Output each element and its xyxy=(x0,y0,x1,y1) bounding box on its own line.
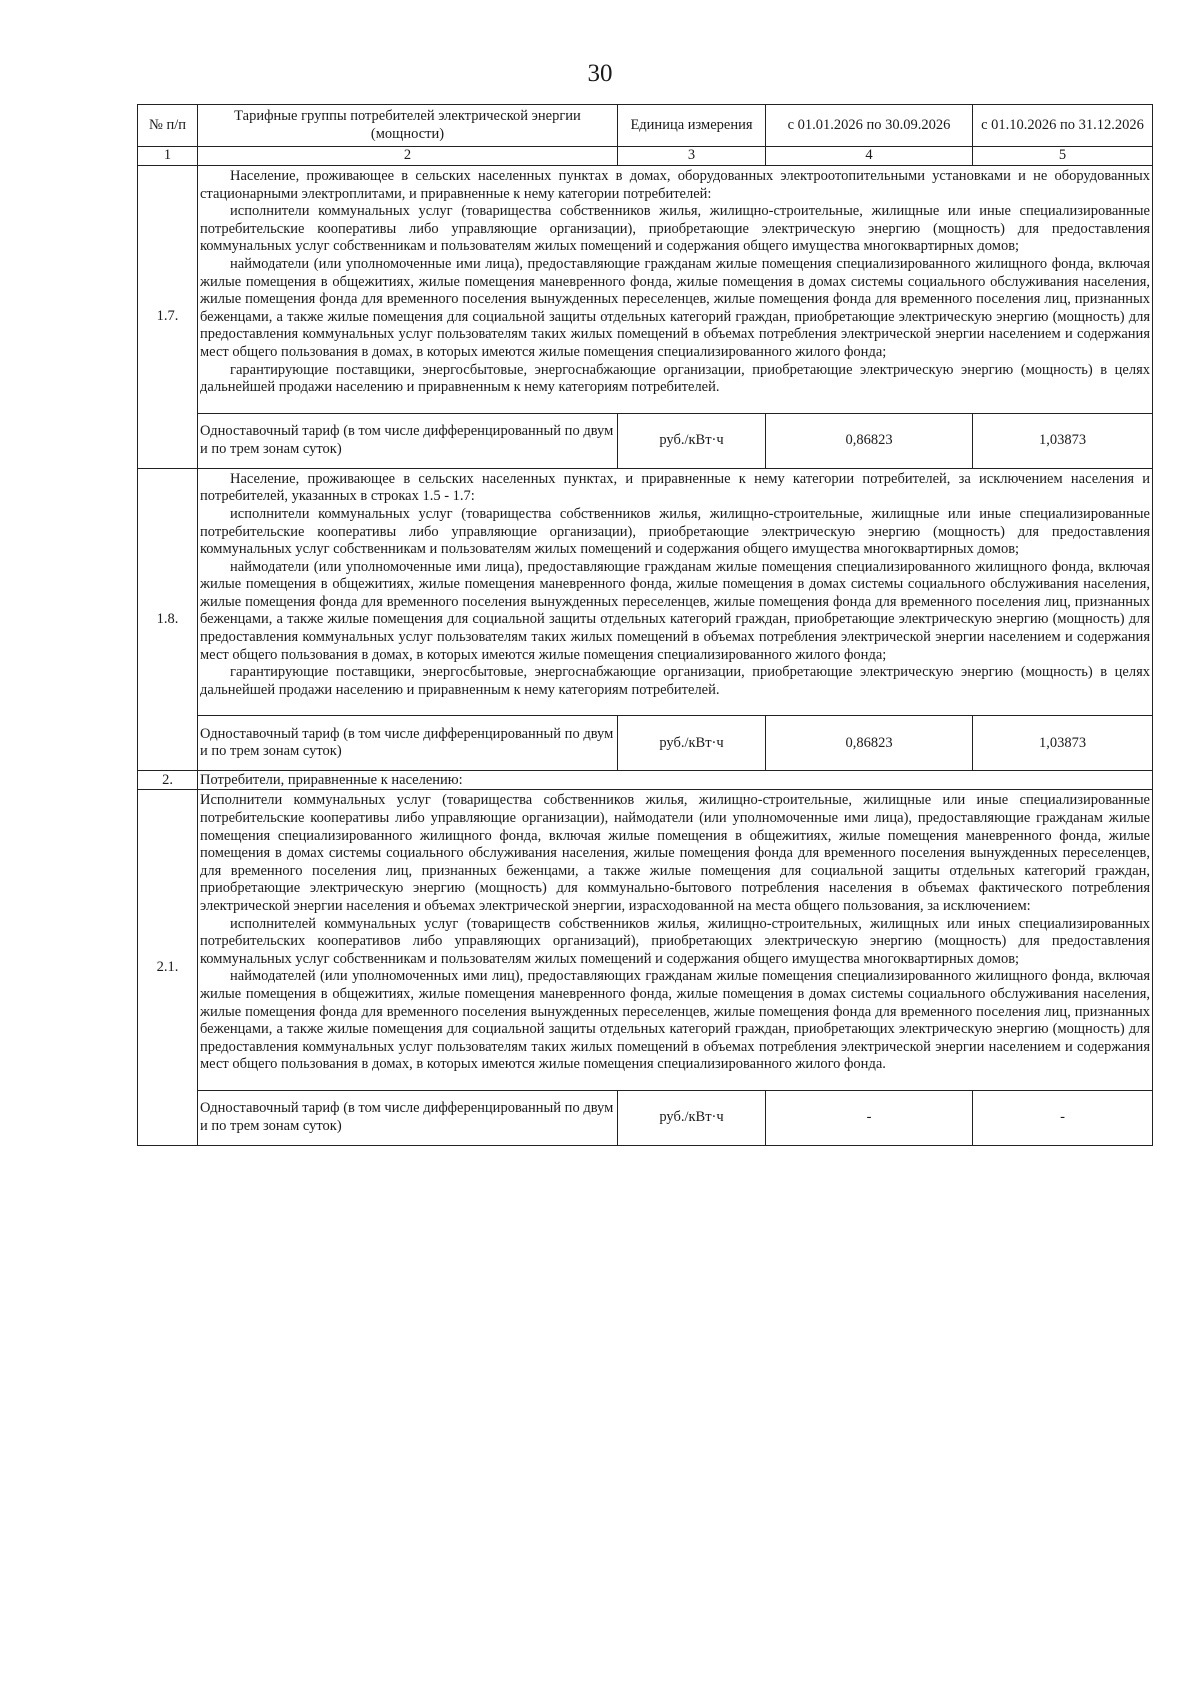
tariff-value-period2: 1,03873 xyxy=(973,413,1153,468)
tariff-unit: руб./кВт·ч xyxy=(618,716,766,771)
row-number: 2. xyxy=(138,771,198,790)
row-paragraph: наймодатели (или уполномоченные ими лица), предоставляющие гражданам жилые помещения специализированного жилищного фонда, включая жилые помещения в общежитиях, жилые помещения маневренного фонда, жилые помещения в домах системы социального обслуживания населения, жилые помещения фонда для временного поселения вынужденных переселенцев, жилые помещения фонда для временного поселения лиц, признанных беженцами, а также жилые помещения для социальной защиты отдельных категорий граждан, приобретающие электрическую энергию (мощность) для предоставления коммунальных услуг пользователям таких жилых помещений в объемах потребления электрической энергии населением и содержания мест общего пользования в домах, в которых имеются жилые помещения специализированного жилого фонда; xyxy=(200,255,1150,360)
row-description xyxy=(198,790,1153,1091)
page-number: 30 xyxy=(587,60,613,87)
tariff-value-period1: 0,86823 xyxy=(766,716,973,771)
row-paragraph: исполнители коммунальных услуг (товарищества собственников жилья, жилищно-строительные, жилищные или иные специализированные потребительские кооперативы либо управляющие организации), приобретающие электрическую энергию (мощность) для предоставления коммунальных услуг собственникам и пользователям жилых помещений и содержания общего имущества многоквартирных домов; xyxy=(200,203,1150,255)
table-row xyxy=(138,790,1153,1091)
tariff-value-period2: 1,03873 xyxy=(973,716,1153,771)
tariff-row xyxy=(138,716,1153,771)
column-numbers-row xyxy=(138,147,1153,166)
col-number: 4 xyxy=(766,147,973,166)
tariff-value-period2: - xyxy=(973,1090,1153,1145)
row-number: 1.8. xyxy=(138,468,198,771)
tariff-label: Одноставочный тариф (в том числе дифференцированный по двум и по трем зонам суток) xyxy=(198,1090,618,1145)
row-paragraph: исполнители коммунальных услуг (товарищества собственников жилья, жилищно-строительные, жилищные или иные специализированные потребительские кооперативы либо управляющие организации), приобретающие электрическую энергию (мощность) для предоставления коммунальных услуг собственникам и пользователям жилых помещений и содержания общего имущества многоквартирных домов; xyxy=(200,505,1150,558)
tariff-unit: руб./кВт·ч xyxy=(618,1090,766,1145)
tariff-value-period1: - xyxy=(766,1090,973,1145)
tariff-label: Одноставочный тариф (в том числе дифференцированный по двум и по трем зонам суток) xyxy=(198,413,618,468)
row-paragraph: исполнителей коммунальных услуг (товариществ собственников жилья, жилищно-строительных, жилищных или иных специализированных потребительских кооперативов либо управляющих организаций), приобретающих электрическую энергию (мощность) для предоставления коммунальных услуг собственникам и пользователям жилых помещений и содержания общего имущества многоквартирных домов; xyxy=(200,915,1150,967)
tariff-row xyxy=(138,413,1153,468)
col-number: 5 xyxy=(973,147,1153,166)
section-row xyxy=(138,771,1153,790)
tariff-value-period1: 0,86823 xyxy=(766,413,973,468)
tariff-table xyxy=(137,104,1153,1146)
header-period1: с 01.01.2026 по 30.09.2026 xyxy=(766,105,973,147)
row-paragraph: наймодателей (или уполномоченных ими лиц), предоставляющих гражданам жилые помещения специализированного жилищного фонда, включая жилые помещения в общежитиях, жилые помещения маневренного фонда, жилые помещения в домах системы социального обслуживания населения, жилые помещения фонда для временного поселения вынужденных переселенцев, жилые помещения фонда для временного поселения лиц, признанных беженцами, а также жилые помещения для социальной защиты отдельных категорий граждан, приобретающих электрическую энергию (мощность) для предоставления коммунальных услуг пользователям таких жилых помещений в объемах потребления электрической энергии населением и содержания мест общего пользования в домах, в которых имеются жилые помещения специализированного жилого фонда. xyxy=(200,968,1150,1073)
tariff-unit: руб./кВт·ч xyxy=(618,413,766,468)
header-num: № п/п xyxy=(138,105,198,147)
row-paragraph: гарантирующие поставщики, энергосбытовые, энергоснабжающие организации, приобретающие электрическую энергию (мощность) в целях дальнейшей продажи населению и приравненным к нему категориям потребителей. xyxy=(200,361,1150,396)
col-number: 1 xyxy=(138,147,198,166)
tariff-row xyxy=(138,1090,1153,1145)
table-row xyxy=(138,166,1153,414)
row-description xyxy=(198,468,1153,716)
table-header-row xyxy=(138,105,1153,147)
row-number: 1.7. xyxy=(138,166,198,469)
table-row xyxy=(138,468,1153,716)
tariff-label: Одноставочный тариф (в том числе дифференцированный по двум и по трем зонам суток) xyxy=(198,716,618,771)
row-paragraph: Население, проживающее в сельских населенных пунктах в домах, оборудованных электроотопительными установками и не оборудованных стационарными электроплитами, и приравненные к нему категории потребителей: xyxy=(200,168,1150,202)
row-paragraph: наймодатели (или уполномоченные ими лица), предоставляющие гражданам жилые помещения специализированного жилищного фонда, включая жилые помещения в общежитиях, жилые помещения маневренного фонда, жилые помещения в домах системы социального обслуживания населения, жилые помещения фонда для временного поселения вынужденных переселенцев, жилые помещения фонда для временного поселения лиц, признанных беженцами, а также жилые помещения для социальной защиты отдельных категорий граждан, приобретающие электрическую энергию (мощность) для предоставления коммунальных услуг пользователям таких жилых помещений в объемах потребления электрической энергии населением и содержания мест общего пользования в домах, в которых имеются жилые помещения специализированного жилого фонда; xyxy=(200,558,1150,663)
header-group: Тарифные группы потребителей электрической энергии (мощности) xyxy=(198,105,618,147)
row-number: 2.1. xyxy=(138,790,198,1146)
col-number: 2 xyxy=(198,147,618,166)
row-paragraph: гарантирующие поставщики, энергосбытовые, энергоснабжающие организации, приобретающие электрическую энергию (мощность) в целях дальнейшей продажи населению и приравненным к нему категориям потребителей. xyxy=(200,664,1150,698)
row-paragraph: Население, проживающее в сельских населенных пунктах, и приравненные к нему категории потребителей, за исключением населения и потребителей, указанных в строках 1.5 - 1.7: xyxy=(200,470,1150,505)
col-number: 3 xyxy=(618,147,766,166)
row-description xyxy=(198,166,1153,414)
section-title: Потребители, приравненные к населению: xyxy=(198,771,1153,790)
row-paragraph: Исполнители коммунальных услуг (товарищества собственников жилья, жилищно-строительные, жилищные или иные специализированные потребительские кооперативы либо управляющие организации), наймодатели (или уполномоченные ими лица), предоставляющие гражданам жилые помещения специализированного жилищного фонда, включая жилые помещения в общежитиях, жилые помещения маневренного фонда, жилые помещения в домах системы социального обслуживания населения, жилые помещения фонда для временного поселения вынужденных переселенцев, для временного поселения лиц, признанных беженцами, а также жилые помещения для социальной защиты отдельных категорий граждан, приобретающие электрическую энергию (мощность) для коммунально-бытового потребления населения в объемах фактического потребления электрической энергии населения и объемах электрической энергии, израсходованной на места общего пользования, за исключением: xyxy=(200,792,1150,914)
header-unit: Единица измерения xyxy=(618,105,766,147)
header-period2: с 01.10.2026 по 31.12.2026 xyxy=(973,105,1153,147)
